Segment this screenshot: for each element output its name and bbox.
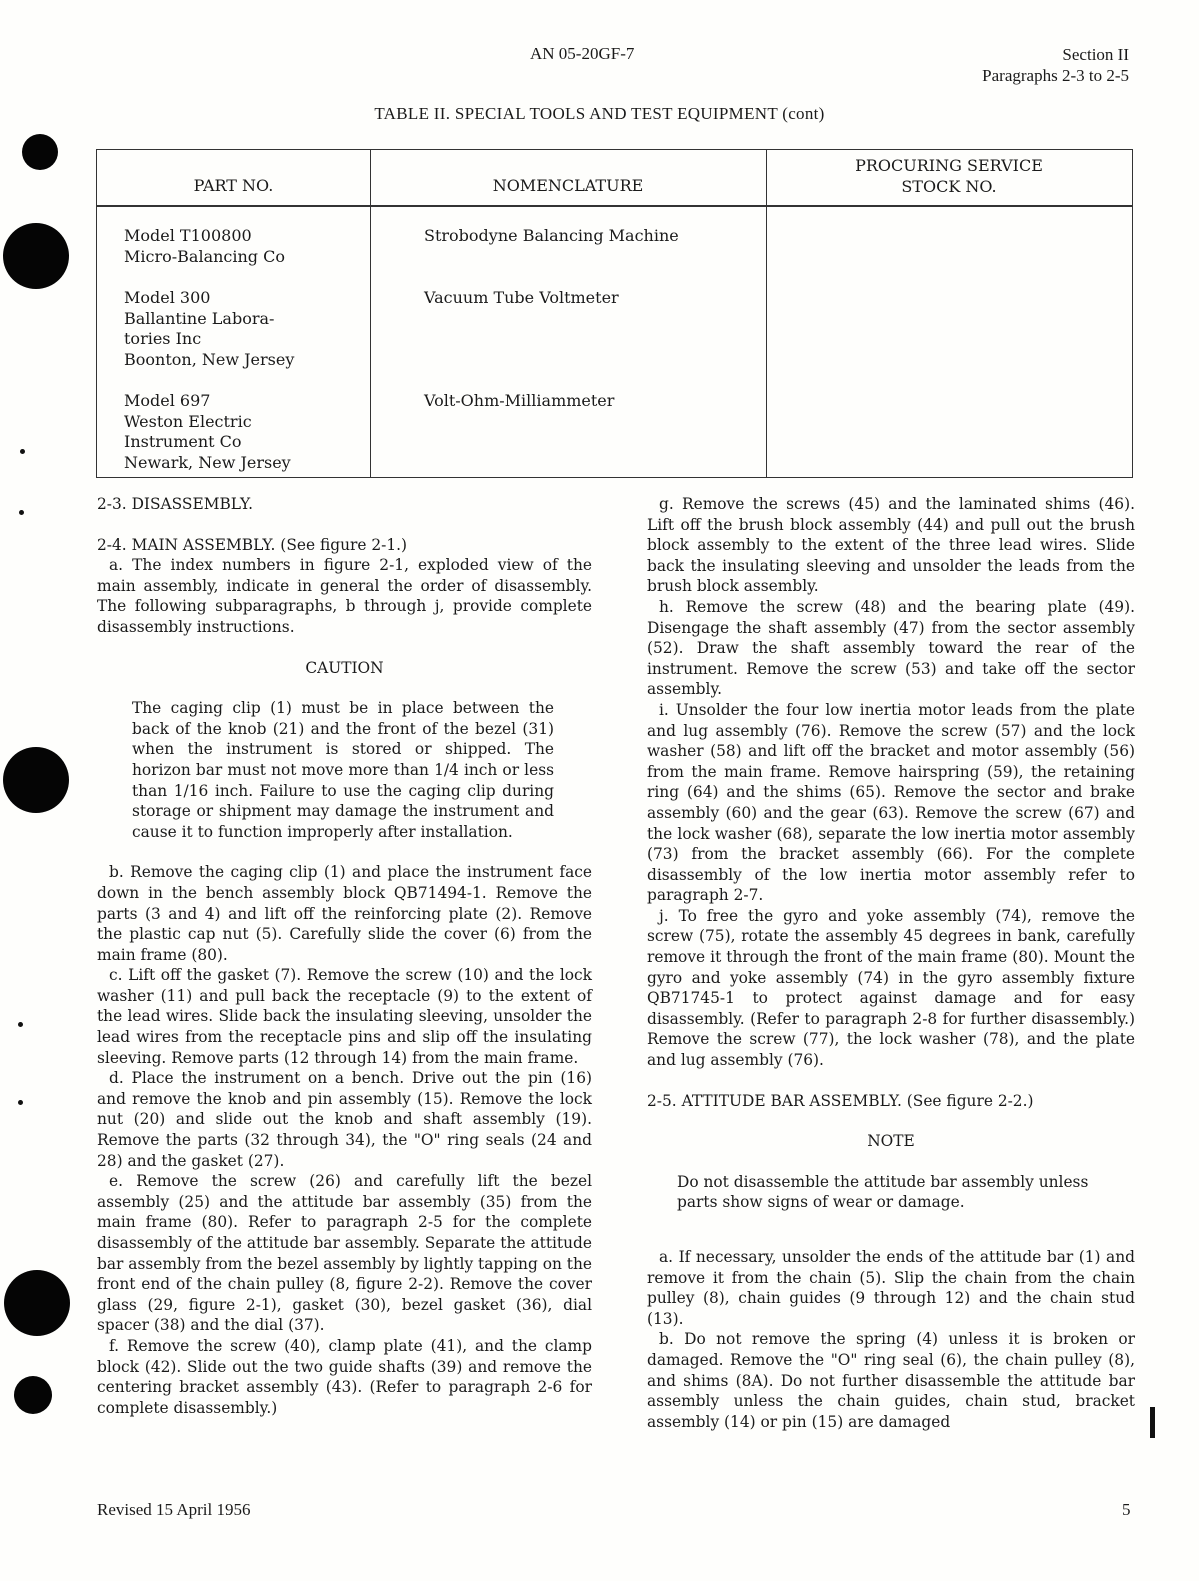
caution-text: The caging clip (1) must be in place between the back of the knob (21) and the front of the bezel (31) when the instrument is stored or shipped. The horizon bar must not move more than 1/4 inch or less than 1/16 inch. Failure to use the caging clip during storage or shipment may damage the instrument and cause it to function improperly after installation.: [132, 699, 554, 841]
speck-mark: [20, 449, 25, 454]
nomenclature-cell: Vacuum Tube Voltmeter: [424, 288, 619, 307]
page-number: 5: [1122, 1500, 1131, 1519]
caution-title: CAUTION: [305, 658, 384, 677]
document-number: AN 05-20GF-7: [530, 44, 635, 63]
revision-change-bar: [1150, 1407, 1155, 1438]
paragraph-c: c. Lift off the gasket (7). Remove the screw (10) and the lock washer (11) and pull back the receptacle (9) to the extent of the lead wires. Slide back the insulating sleeving, unsolder the lead wires from the receptacle pins and slip off the insulating sleeving. Remove parts (12 through 14) from the main frame.: [97, 966, 592, 1067]
paragraph-g: g. Remove the screws (45) and the laminated shims (46). Lift off the brush block assembly (44) and pull out the brush block assembly to the extent of the three lead wires. Slide back the insulating sleeving and unsolder the leads from the brush block assembly.: [647, 495, 1135, 596]
note-text: Do not disassemble the attitude bar assembly unless parts show signs of wear or damage.: [677, 1172, 1089, 1212]
punch-hole-icon: [3, 223, 69, 289]
speck-mark: [18, 1100, 23, 1105]
header-line: PROCURING SERVICE: [855, 156, 1043, 175]
part-no-line: Micro-Balancing Co: [124, 246, 285, 266]
punch-hole-icon: [3, 747, 69, 813]
table-title: TABLE II. SPECIAL TOOLS AND TEST EQUIPMENT (cont): [374, 104, 825, 123]
note-title: NOTE: [867, 1132, 915, 1151]
column-divider: [370, 150, 371, 477]
part-no-line: Weston Electric: [124, 411, 252, 431]
column-header-stock-no: [766, 155, 1132, 197]
part-no-line: Model T100800: [124, 226, 252, 245]
part-no-line: Model 697: [124, 391, 211, 410]
punch-hole-icon: [4, 1270, 70, 1336]
revision-date: Revised 15 April 1956: [97, 1500, 251, 1519]
paragraph-i: i. Unsolder the four low inertia motor leads from the plate and lug assembly (76). Remove the screw (57) and the lock washer (58) and lift off the bracket and motor assembly (56) from the main frame. Remove hairspring (59), the retaining ring (64) and the shims (65). Remove the sector and brake assembly (60) and the gear (63). Remove the screw (67) and the lock washer (68), separate the low inertia motor assembly (73) from the bracket assembly (66). For the complete disassembly of the low inertia motor assembly refer to paragraph 2-7.: [647, 700, 1135, 905]
paragraph-d: d. Place the instrument on a bench. Drive out the pin (16) and remove the knob and pin assembly (15). Remove the lock nut (20) and slide out the knob and shaft assembly (19). Remove the parts (32 through 34), the "O" ring seals (24 and 28) and the gasket (27).: [97, 1069, 592, 1170]
column-header-nomenclature: NOMENCLATURE: [492, 176, 644, 195]
paragraph-e: e. Remove the screw (26) and carefully lift the bezel assembly (25) and the attitude bar assembly (35) from the main frame (80). Refer to paragraph 2-5 for the complete disassembly of the attitude bar assembly. Separate the attitude bar assembly from the bezel assembly by lightly tapping on the front end of the chain pulley (8, figure 2-2). Remove the cover glass (29, figure 2-1), gasket (30), bezel gasket (36), dial spacer (38) and the dial (37).: [97, 1172, 592, 1335]
punch-hole-icon: [14, 1376, 52, 1414]
section-label: Section II: [1062, 45, 1129, 64]
speck-mark: [18, 1022, 23, 1027]
nomenclature-cell: Strobodyne Balancing Machine: [424, 226, 679, 245]
punch-hole-icon: [22, 134, 58, 170]
paragraph-f: f. Remove the screw (40), clamp plate (41), and the clamp block (42). Slide out the two guide shafts (39) and remove the centering bracket assembly (43). (Refer to paragraph 2-6 for complete disassembly.): [97, 1336, 592, 1417]
part-no-line: Model 300: [124, 288, 211, 307]
nomenclature-cell: Volt-Ohm-Milliammeter: [424, 391, 615, 410]
paragraph-a: a. The index numbers in figure 2-1, exploded view of the main assembly, indicate in general the order of disassembly. The following subparagraphs, b through j, provide complete disassembly instructions.: [97, 556, 592, 636]
left-text-column: [97, 494, 592, 1418]
paragraph-b: b. Remove the caging clip (1) and place the instrument face down in the bench assembly block QB71494-1. Remove the parts (3 and 4) and lift off the reinforcing plate (2). Remove the plastic cap nut (5). Carefully slide the cover (6) from the main frame (80).: [97, 863, 592, 964]
special-tools-table: [96, 149, 1133, 478]
header-divider: [97, 205, 1132, 207]
table-row: [124, 288, 294, 370]
part-no-line: Boonton, New Jersey: [124, 349, 295, 369]
part-no-line: Ballantine Labora-: [124, 308, 275, 328]
table-row: [124, 391, 291, 473]
part-no-line: tories Inc: [124, 329, 202, 349]
section-heading-2-4: 2-4. MAIN ASSEMBLY. (See figure 2-1.): [97, 535, 408, 554]
section-heading-2-3: 2-3. DISASSEMBLY.: [97, 495, 254, 513]
paragraph-j: j. To free the gyro and yoke assembly (74), remove the screw (75), rotate the assembly 45 degrees in bank, carefully remove it through the front of the main frame (80). Mount the gyro and yoke assembly (74) in the gyro assembly fixture QB71745-1 to protect against damage and for easy disassembly. (Refer to paragraph 2-8 for further disassembly.) Remove the screw (77), the lock washer (78), and the plate and lug assembly (76).: [647, 906, 1135, 1070]
section-heading-2-5: 2-5. ATTITUDE BAR ASSEMBLY. (See figure 2-2.): [647, 1091, 1034, 1110]
header-line: STOCK NO.: [901, 177, 997, 196]
speck-mark: [19, 510, 24, 515]
column-divider: [766, 150, 767, 477]
table-row: [124, 226, 285, 267]
right-text-column: [647, 494, 1135, 1432]
attitude-paragraph-b: b. Do not remove the spring (4) unless it is broken or damaged. Remove the "O" ring seal (6), the chain pulley (8), and shims (8A). Do not further disassemble the attitude bar assembly unless the chain guides, chain stud, bracket assembly (14) or pin (15) are damaged: [647, 1330, 1135, 1431]
part-no-line: Newark, New Jersey: [124, 452, 291, 472]
section-reference: [982, 44, 1129, 86]
attitude-paragraph-a: a. If necessary, unsolder the ends of the attitude bar (1) and remove it from the chain (5). Slip the chain from the chain pulley (8), chain guides (9 through 12) and the chain stud (13).: [647, 1248, 1135, 1328]
column-header-part-no: PART NO.: [193, 176, 274, 195]
paragraph-range: Paragraphs 2-3 to 2-5: [982, 66, 1129, 85]
paragraph-h: h. Remove the screw (48) and the bearing plate (49). Disengage the shaft assembly (47) from the sector assembly (52). Draw the shaft assembly toward the rear of the instrument. Remove the screw (53) and take off the sector assembly.: [647, 597, 1135, 699]
part-no-line: Instrument Co: [124, 432, 242, 452]
